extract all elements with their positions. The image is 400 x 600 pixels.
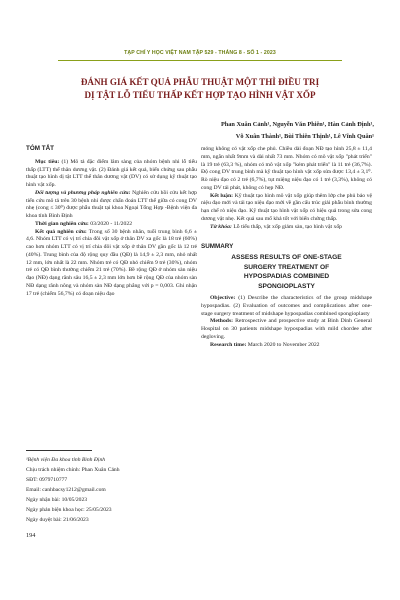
objective-label: Mục tiêu:	[35, 158, 60, 165]
page-number: 194	[26, 532, 36, 539]
footnote-phone: SĐT: 0979710777	[26, 477, 68, 483]
english-title-line-4: SPONGIOPLASTY	[258, 282, 315, 290]
time-label: Thời gian nghiên cứu:	[35, 220, 89, 227]
footnote-rule	[26, 450, 92, 451]
objective-text: (1) Mô tả đặc điểm lâm sàng của nhóm bệnh nhi lỗ tiểu thấp (LTT) thể thân dương vật. (2) Đánh giá kết quả, biến chứng sau phẫu thuật tạo hình dị tật LTT thể thân dương vật (DV) có sử dụng kỹ thuật tạo hình vật xốp.	[26, 158, 197, 188]
conclusion-label: Kết luận:	[210, 192, 234, 199]
results-text: Trong số 30 bệnh nhân, tuổi trung bình 6,6 ± 4,6. Nhóm LTT có vị trí chia đôi vật xốp ở thân DV xa gốc là 18 trẻ (60%) cao hơn nhóm LTT có vị trí chia đôi vật xốp ở thân DV gần gốc là 12 trẻ (40%). Trung bình của độ rộng quy đầu (QĐ) là 14,9 ± 2,3 mm, nhỏ nhất 12 mm, lớn nhất là 22 mm. Nhóm trẻ có QĐ nhỏ chiếm 9 trẻ (30%), nhóm trẻ có QĐ bình thường chiếm 21 trẻ (70%). Bề rộng QĐ ở nhóm sàn niệu đạo (NĐ) dạng rãnh sâu 16,5 ± 2,3 mm lớn hơn bề rộng QĐ của nhóm sàn NĐ dạng rãnh nông và nhóm sàn NĐ dạng phẳng với p = 0,003. Ghi nhận 17 trẻ (chiếm 56,7%) có đoạn niệu đạo	[26, 228, 197, 297]
time-text: 03/2020 - 11/2022	[88, 220, 133, 227]
keywords-label: Từ khóa:	[210, 223, 232, 230]
keywords-paragraph	[201, 224, 372, 232]
article-title-line-1: ĐÁNH GIÁ KẾT QUẢ PHẪU THUẬT MỘT THÌ ĐIỀU TRỊ	[80, 77, 320, 87]
footnote-responsible: Chịu trách nhiệm chính: Phan Xuân Cảnh	[26, 467, 120, 473]
en-time-paragraph	[201, 342, 372, 350]
summary-heading: SUMMARY	[201, 243, 234, 251]
article-title-line-2: DỊ TẬT LỖ TIỂU THẤP KẾT HỢP TẠO HÌNH VẬT XỐP	[84, 90, 316, 100]
methods-label: Đối tượng và phương pháp nghiên cứu:	[35, 189, 131, 196]
left-column	[26, 145, 197, 298]
english-title-line-3: HYPOSPADIAS COMBINED	[243, 273, 330, 280]
en-time-text: March 2020 to November 2022	[246, 341, 320, 348]
en-methods-text: Retrospective and prospective study at Binh Dinh General Hospital on 30 patients midshape hypospadias with mild chordee after degloving.	[201, 318, 372, 340]
footnote-approved: Ngày duyệt bài: 21/06/2023	[26, 517, 89, 523]
author-list	[221, 119, 374, 143]
footnote-affiliation: ¹Bệnh viện Đa khoa tỉnh Bình Định	[26, 457, 106, 463]
objective-paragraph	[26, 159, 197, 190]
en-methods-paragraph	[201, 318, 372, 341]
results-label: Kết quả nghiên cứu:	[35, 228, 87, 235]
en-objective-label: Objective:	[210, 295, 236, 301]
header-rule	[58, 60, 342, 61]
results-continued: mỏng không có vật xốp che phủ. Chiều dài đoạn NĐ tạo hình 25,8 ± 11,4 mm, ngắn nhất 9mm và dài nhất 73 mm. Nhóm có mô vật xốp "phát triển" là 19 trẻ (63,3 %), nhóm có mô vật xốp "kém phát triển" là 11 trẻ (36,7%). Độ cong DV trung bình mà kỹ thuật tạo hình vật xốp sửa được 13,4 ± 3,1⁰. Rò niệu đạo có 2 trẻ (6,7%), tụt miệng niệu đạo có 1 trẻ (3,3%), không có cong DV tái phát, không có hẹp NĐ.	[201, 146, 372, 191]
english-title-line-1: ASSESS RESULTS OF ONE-STAGE	[231, 254, 342, 261]
en-methods-label: Methods:	[210, 318, 234, 325]
methods-text: Nghiên cứu hồi cứu kết hợp tiến cứu mô tả trên 30 bệnh nhi được chẩn đoán LTT thể giữa có cong DV nhẹ (cong ≤ 30⁰) được phẫu thuật tại khoa Ngoại Tổng Hợp -Bệnh viện đa khoa tỉnh Bình Định	[26, 189, 198, 219]
article-title	[40, 76, 360, 102]
footnote-reviewed: Ngày phản biện khoa học: 25/05/2023	[26, 507, 112, 513]
author-line-1: Phan Xuân Cảnh¹, Nguyễn Văn Phiên¹, Hàn Cảnh Định¹,	[220, 121, 374, 128]
conclusion-text: Kỹ thuật tạo hình mô vật xốp giúp thêm lớp che phủ bảo vệ niệu đạo mới và tái tạo niệu đạo mới về gần cấu trúc giải phẫu bình thường hạn chế rò niệu đạo. Kỹ thuật tạo hình vật xốp có hiệu quả trong sửa cong dương vật nhẹ. Kết quả sau mổ khả tốt với biến chứng thấp.	[201, 192, 372, 222]
footnote	[26, 455, 197, 525]
right-column	[201, 146, 372, 349]
abstract-heading: TÓM TẮT	[26, 145, 54, 152]
results-paragraph	[26, 229, 197, 299]
keywords-text: Lỗ tiểu thấp, vật xốp giảm sàn, tạo hình vật xốp	[231, 223, 343, 230]
author-line-2: Võ Xuân Thành¹, Bùi Thiên Thịnh¹, Lê Vĩnh Quân¹	[235, 133, 374, 140]
en-time-label: Research time:	[210, 341, 247, 348]
english-title	[201, 253, 372, 291]
journal-header: TẠP CHÍ Y HỌC VIỆT NAM TẬP 529 - THÁNG 8 - SỐ 1 - 2023	[124, 50, 276, 56]
english-title-line-2: SURGERY TREATMENT OF	[243, 263, 330, 271]
conclusion-paragraph	[201, 193, 372, 224]
en-objective-paragraph	[201, 295, 372, 318]
en-objective-text: (1) Describe the characteristics of the group midshape hypospadias. (2) Evaluation of outcomes and complications after one-stage surgery treatment of midshape hypospadias combined spongioplasty	[201, 295, 372, 317]
methods-paragraph	[26, 190, 197, 221]
footnote-email: Email: canhbacsy1212@gmail.com	[26, 487, 106, 493]
footnote-received: Ngày nhận bài: 10/05/2023	[26, 497, 88, 503]
time-paragraph	[26, 221, 197, 229]
